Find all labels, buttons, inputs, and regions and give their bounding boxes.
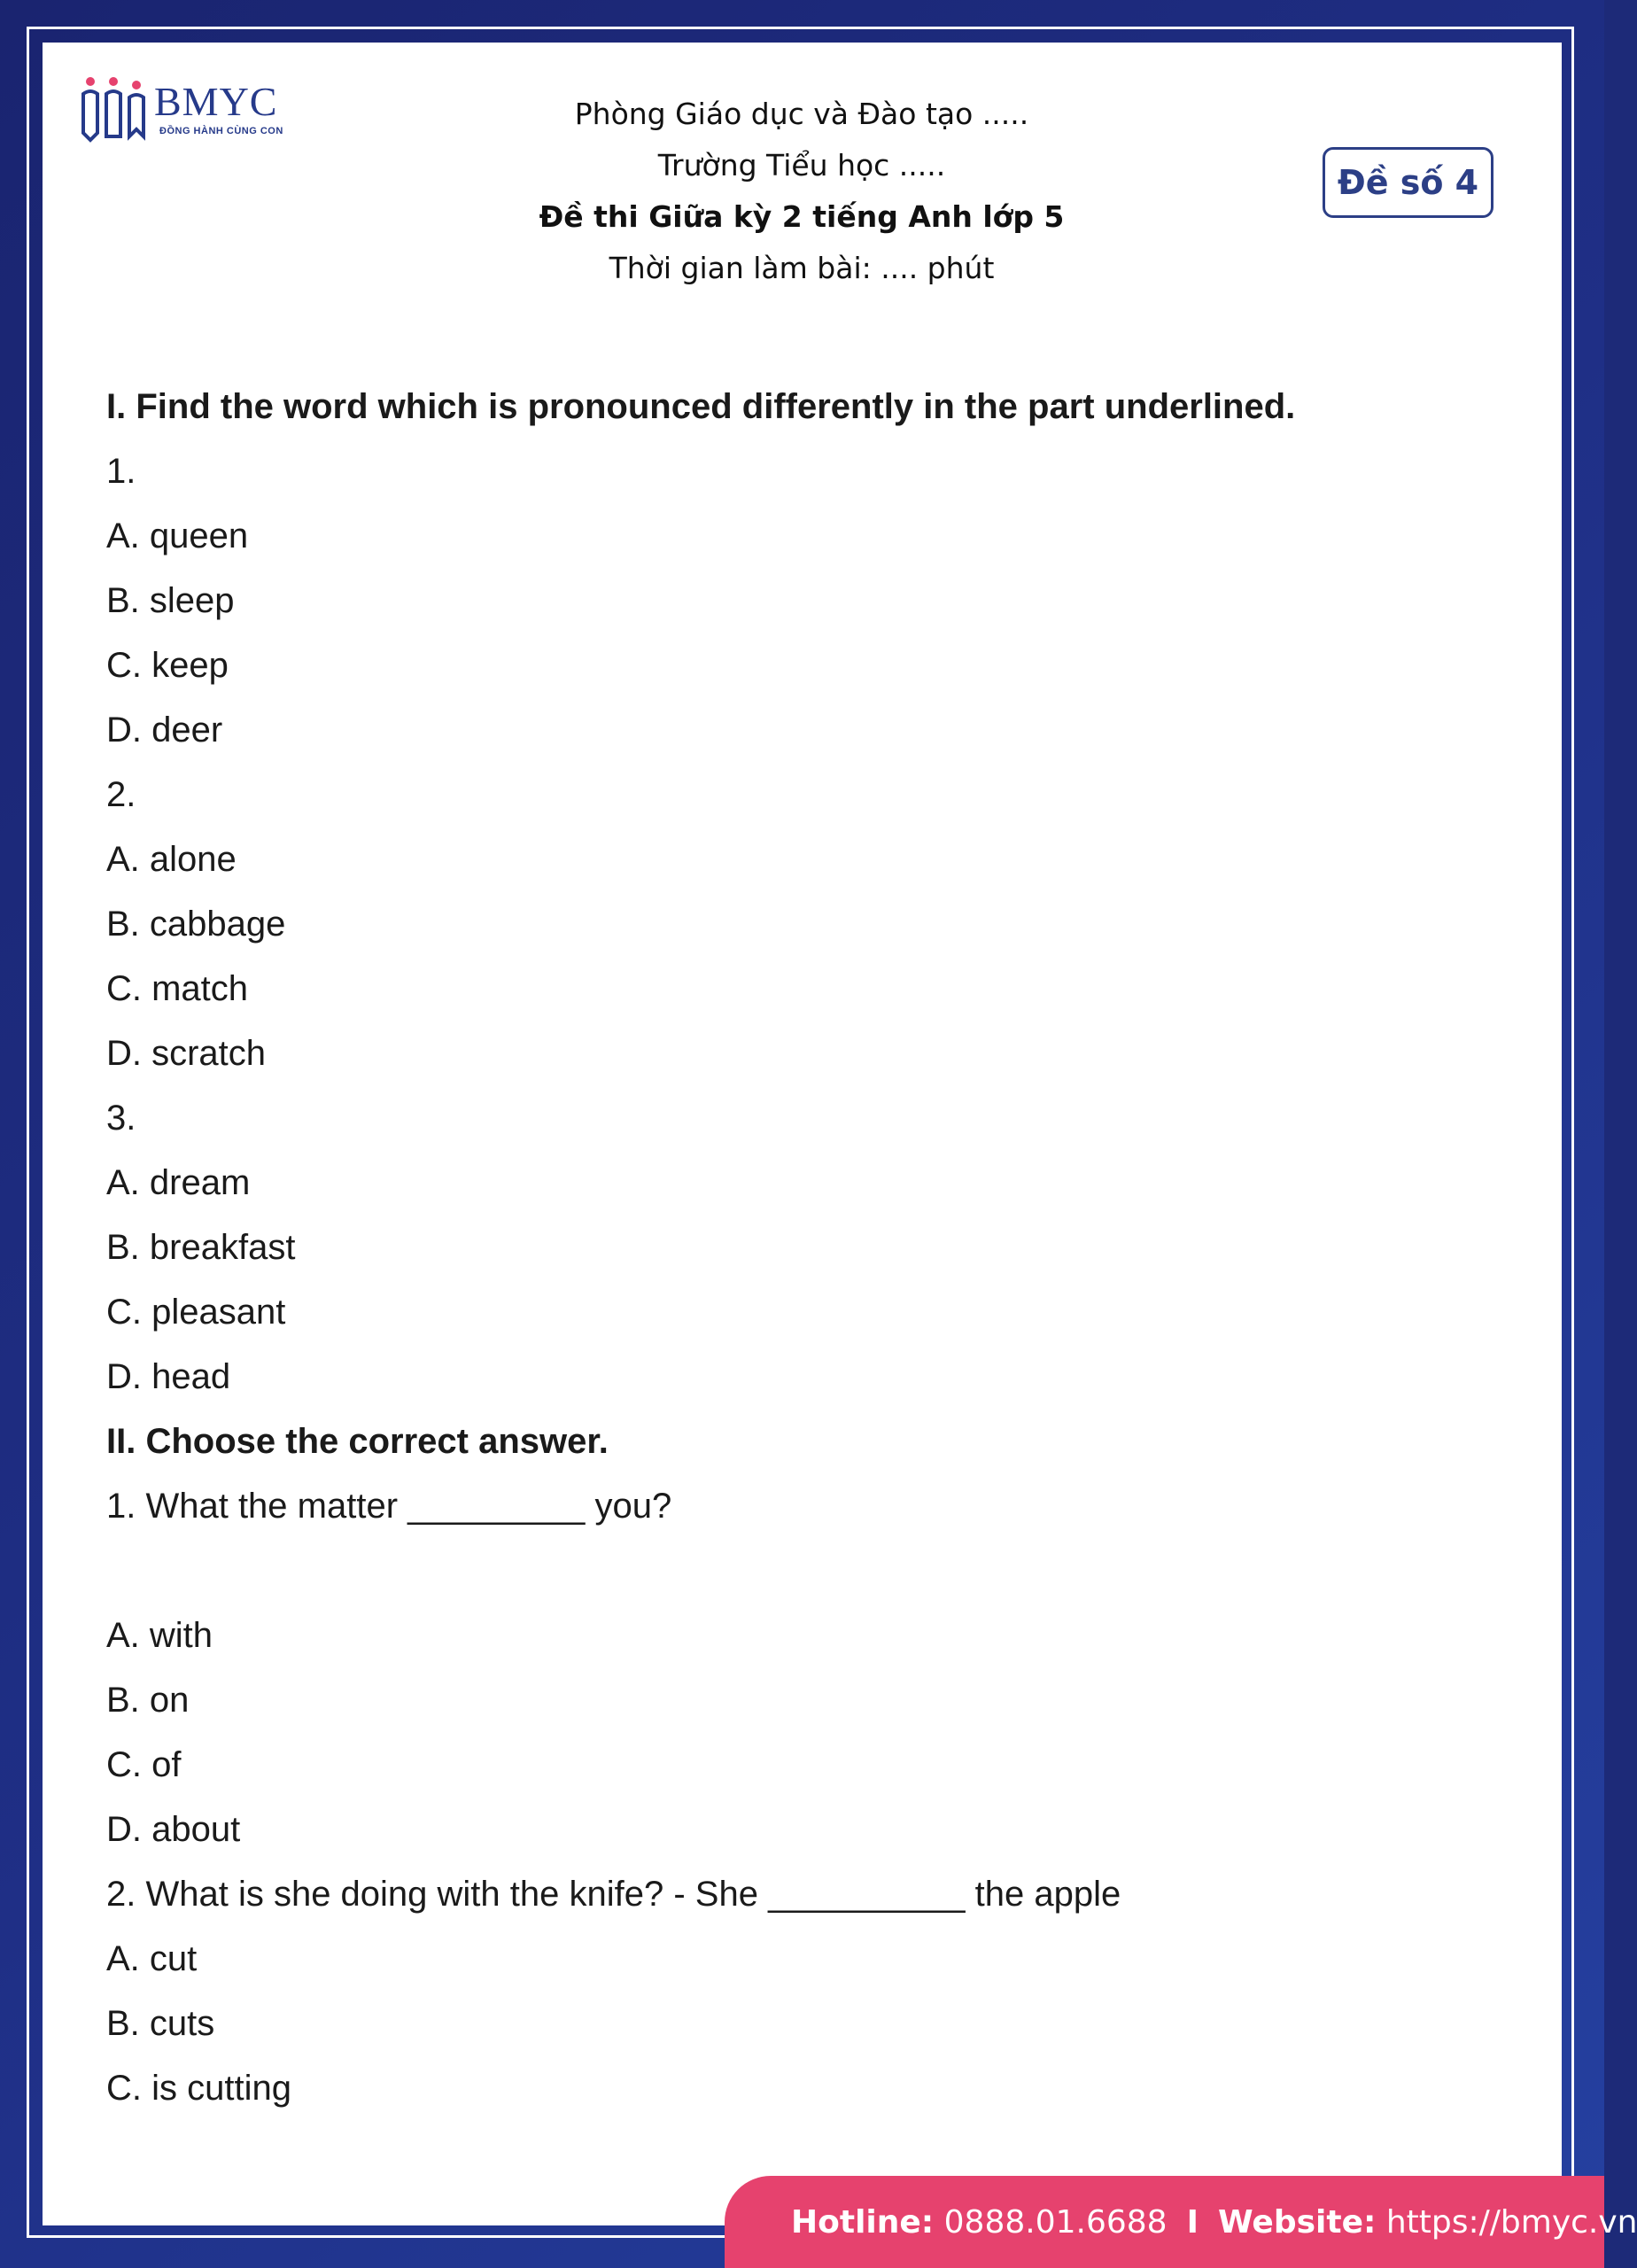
footer-separator: I	[1186, 2203, 1199, 2241]
question-prompt: 2. What is she doing with the knife? - She __________ the apple	[106, 1875, 1121, 1914]
bmyc-logo	[80, 74, 292, 145]
exam-content	[106, 375, 1488, 2121]
blank-spacer	[106, 1539, 1488, 1604]
answer-option: D. scratch	[106, 1034, 267, 1073]
answer-option: C. match	[106, 969, 249, 1008]
answer-option: D. about	[106, 1810, 241, 1849]
exam-number-badge: Đề số 4	[1323, 147, 1493, 218]
duration-line: Thời gian làm bài: .... phút	[609, 251, 995, 285]
logo-tagline: ĐỒNG HÀNH CÙNG CON	[159, 126, 283, 136]
section-heading: II. Choose the correct answer.	[106, 1422, 609, 1461]
answer-option: C. keep	[106, 646, 229, 685]
hotline-number[interactable]: 0888.01.6688	[943, 2203, 1168, 2241]
answer-option: D. head	[106, 1357, 231, 1396]
website-link[interactable]: https://bmyc.vn	[1385, 2203, 1637, 2241]
answer-option: A. with	[106, 1616, 213, 1655]
answer-option: A. cut	[106, 1939, 198, 1978]
department-line: Phòng Giáo dục và Đào tạo .....	[574, 97, 1029, 131]
question-prompt: 1.	[106, 452, 136, 491]
question-prompt: 3.	[106, 1099, 136, 1138]
answer-option: B. cabbage	[106, 905, 286, 944]
contact-footer	[725, 2176, 1637, 2268]
answer-option: C. pleasant	[106, 1293, 286, 1332]
answer-option: C. of	[106, 1745, 182, 1784]
hotline-label: Hotline:	[791, 2203, 935, 2241]
logo-figures-icon	[80, 74, 151, 145]
answer-option: B. sleep	[106, 581, 235, 620]
answer-option: A. dream	[106, 1163, 251, 1202]
logo-wordmark: BMYC	[154, 79, 278, 124]
question-prompt: 2.	[106, 775, 136, 814]
answer-option: C. is cutting	[106, 2069, 291, 2108]
website-label: Website:	[1218, 2203, 1377, 2241]
answer-option: B. on	[106, 1681, 190, 1720]
exam-header	[496, 89, 1107, 294]
school-line: Trường Tiểu học .....	[657, 148, 946, 183]
answer-option: A. alone	[106, 840, 237, 879]
answer-option: A. queen	[106, 517, 249, 555]
answer-option: B. cuts	[106, 2004, 215, 2043]
question-prompt: 1. What the matter _________ you?	[106, 1487, 672, 1526]
answer-option: D. deer	[106, 711, 223, 750]
section-heading: I. Find the word which is pronounced differently in the part underlined.	[106, 387, 1296, 426]
exam-title: Đề thi Giữa kỳ 2 tiếng Anh lớp 5	[539, 199, 1065, 234]
answer-option: B. breakfast	[106, 1228, 296, 1267]
